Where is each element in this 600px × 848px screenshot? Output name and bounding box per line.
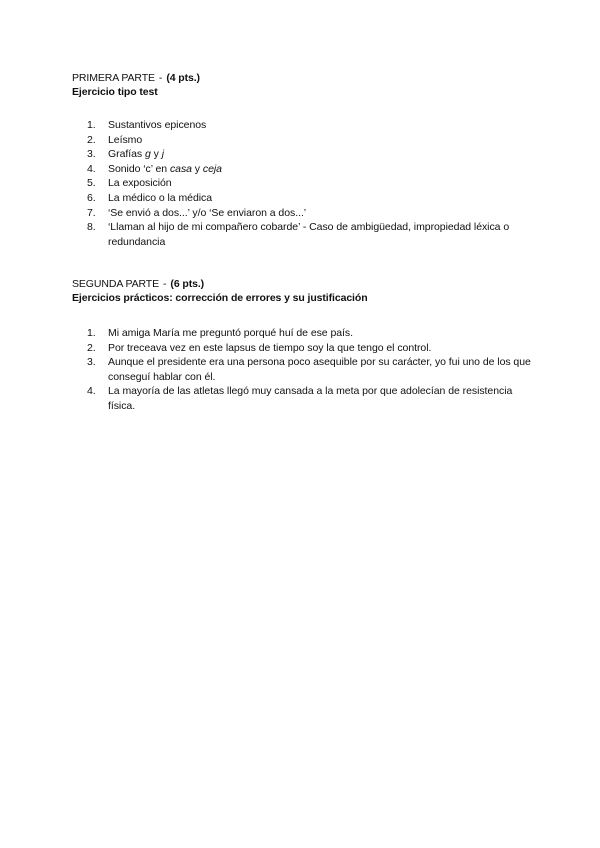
item-text: Leísmo (108, 133, 143, 146)
item-text (108, 147, 532, 162)
item-text-mid: y (191, 162, 203, 175)
section-separator: - (158, 72, 163, 84)
list-item (72, 341, 532, 356)
item-text: ‘Se envió a dos...’ y/o ‘Se enviaron a dos...’ (108, 206, 307, 219)
item-number: 1. (87, 119, 96, 131)
item-text: ‘Llaman al hijo de mi compañero cobarde’ - Caso de ambigüedad, impropiedad léxica o redundancia (108, 221, 510, 248)
item-number: 4. (87, 162, 96, 175)
item-number: 5. (87, 177, 96, 190)
item-text: La médico o la médica (108, 191, 213, 204)
item-number: 6. (87, 191, 96, 204)
list-item (72, 147, 532, 162)
item-number: 1. (87, 327, 96, 339)
item-text: Mi amiga María me preguntó porqué huí de ese país. (108, 327, 353, 339)
item-number: 4. (87, 385, 96, 398)
item-text: La mayoría de las atletas llegó muy cansada a la meta por que adolecían de resistencia física. (108, 385, 513, 412)
item-number: 8. (87, 221, 96, 234)
item-number: 3. (87, 148, 96, 161)
item-text: Por treceava vez en este lapsus de tiempo soy la que tengo el control. (108, 341, 432, 354)
item-text-mid: y (150, 148, 162, 161)
item-number: 2. (87, 133, 96, 146)
item-text-emphasis: casa (169, 162, 192, 175)
section-points: (4 pts.) (166, 72, 200, 84)
section-segunda-parte (72, 277, 532, 414)
exercise-list (72, 118, 532, 249)
item-text-emphasis: ceja (202, 162, 222, 175)
section-points: (6 pts.) (170, 278, 205, 290)
section-header (72, 277, 532, 291)
item-text: Sustantivos epicenos (108, 119, 207, 131)
list-item (72, 220, 532, 249)
item-text-emphasis: j (161, 148, 164, 161)
item-text-pre: Grafías (108, 148, 145, 161)
item-text-pre: Sonido ‘c’ en (108, 162, 170, 175)
section-primera-parte (72, 71, 532, 249)
section-subtitle: Ejercicio tipo test (72, 86, 158, 98)
item-text (108, 162, 532, 177)
item-text: La exposición (108, 177, 172, 190)
list-item (72, 118, 532, 133)
list-item (72, 384, 532, 413)
section-header (72, 71, 532, 85)
list-item (72, 326, 532, 341)
section-subtitle: Ejercicios prácticos: corrección de errores y su justificación (72, 292, 368, 304)
list-item (72, 355, 532, 384)
item-number: 7. (87, 206, 96, 219)
list-item (72, 206, 532, 221)
exercise-list (72, 326, 532, 414)
item-text: Aunque el presidente era una persona poco asequible por su carácter, yo fui uno de los que conseguí hablar con él. (108, 356, 531, 383)
list-item (72, 133, 532, 148)
item-number: 2. (87, 341, 96, 354)
list-item (72, 176, 532, 191)
section-separator: - (163, 278, 167, 290)
section-title: SEGUNDA PARTE (72, 278, 160, 290)
list-item (72, 162, 532, 177)
list-item (72, 191, 532, 206)
item-text-emphasis: g (144, 148, 151, 161)
section-title: PRIMERA PARTE (72, 72, 155, 84)
item-number: 3. (87, 356, 96, 369)
